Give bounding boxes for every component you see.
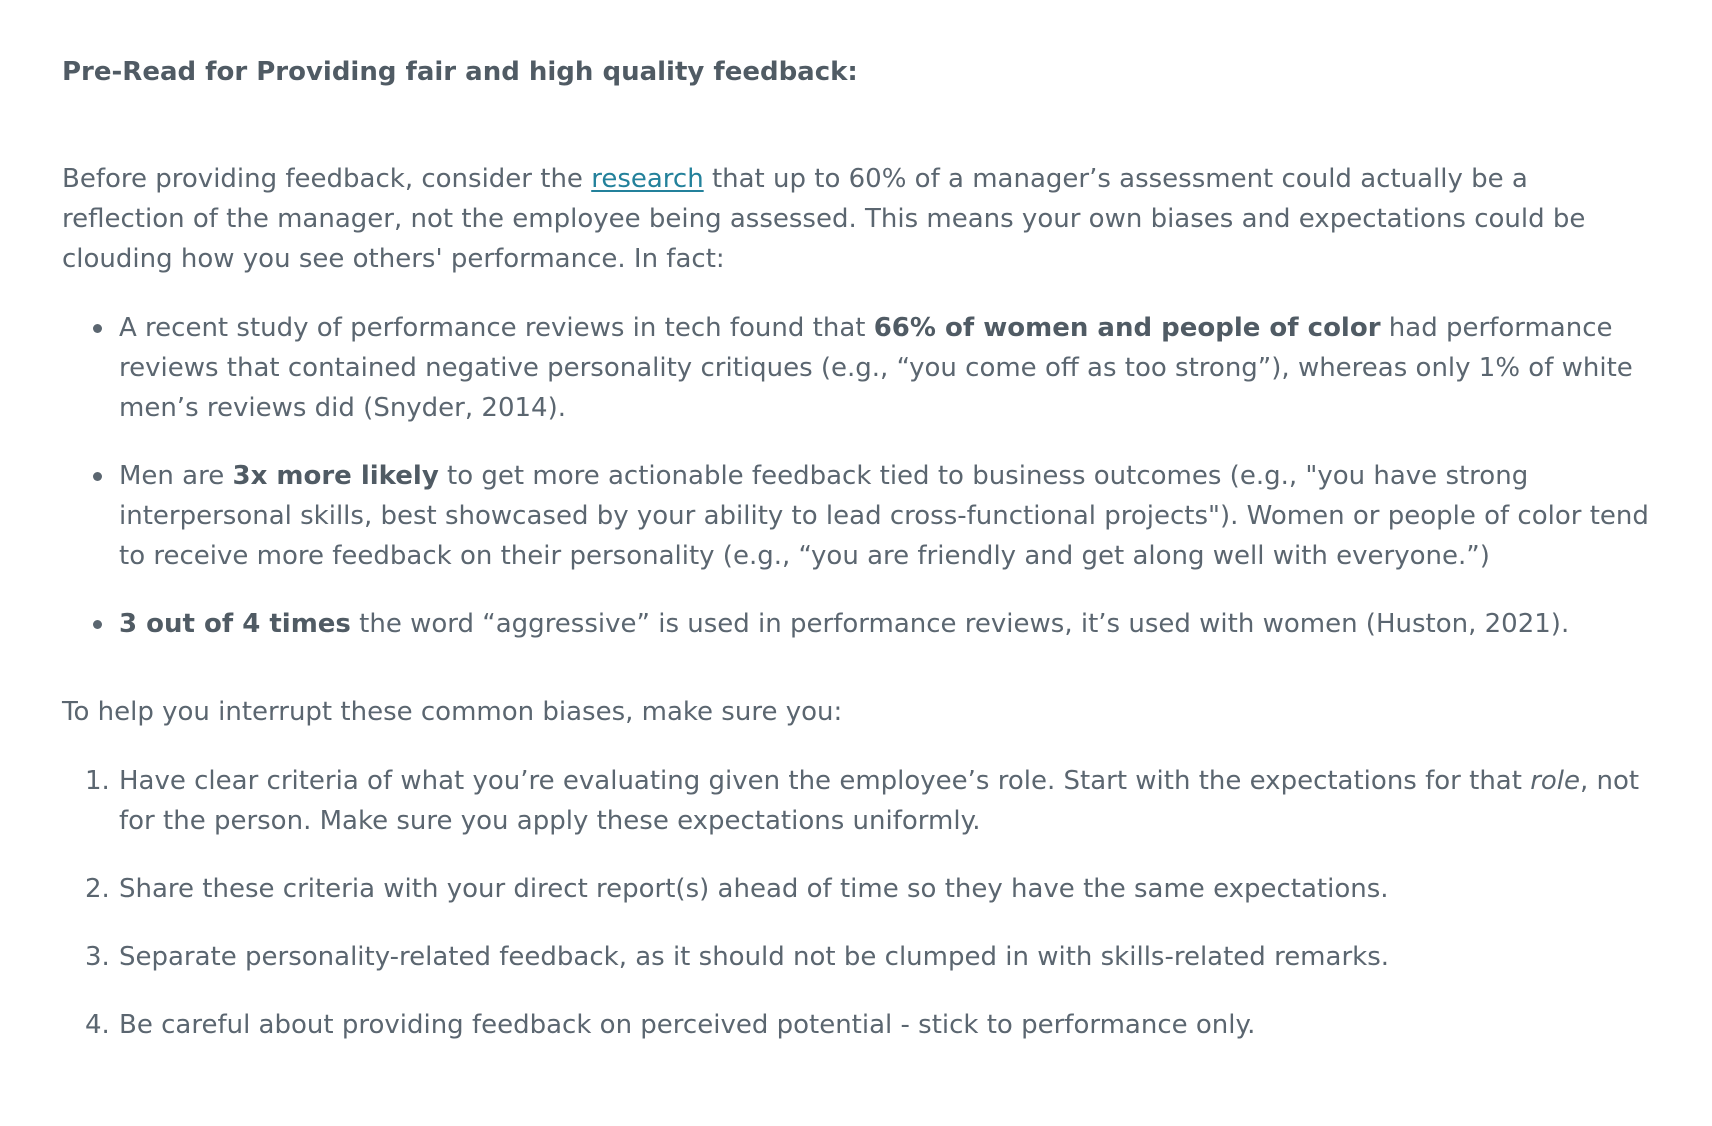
numbered-item-emphasis: role (1530, 766, 1581, 796)
numbered-item-text: Share these criteria with your direct report(s) ahead of time so they have the same expectations. (119, 874, 1389, 904)
page-title: Pre-Read for Providing fair and high quality feedback: (62, 57, 858, 87)
bullet-icon (93, 324, 102, 333)
bullet-icon (93, 472, 102, 481)
numbered-item (62, 937, 1656, 977)
bullet-icon (93, 620, 102, 629)
item-number: 2. (85, 874, 110, 904)
recommendations-list (62, 761, 1656, 1045)
bias-facts-list (62, 308, 1656, 644)
list-item-text: to get more actionable feedback tied to business outcomes (e.g., "you have strong interpersonal skills, best showcased by your ability to lead cross-functional projects"). Women or people of color tend to receive more feedback on their personality (e.g., “you are friendly and get along well with everyone.”) (119, 461, 1649, 571)
numbered-item (62, 869, 1656, 909)
list-item-text: had performance reviews that contained negative personality critiques (e.g., “you come off as too strong”), whereas only 1% of white men’s reviews did (Snyder, 2014). (119, 313, 1633, 423)
list-item-highlight: 66% of women and people of color (873, 313, 1381, 343)
research-link[interactable]: research (591, 164, 704, 194)
list-item-text: A recent study of performance reviews in tech found that (119, 313, 874, 343)
list-item-highlight: 3x more likely (232, 461, 439, 491)
intro-paragraph (62, 159, 1656, 279)
list-item (62, 604, 1656, 644)
numbered-item (62, 1005, 1656, 1045)
numbered-item-text: , not for the person. Make sure you apply these expectations uniformly. (119, 766, 1640, 836)
numbered-item (62, 761, 1656, 841)
list-item-highlight: 3 out of 4 times (119, 609, 351, 639)
intro-text-before-link: Before providing feedback, consider the (62, 164, 592, 194)
item-number: 3. (85, 942, 110, 972)
list-item (62, 308, 1656, 428)
intro-text-after-link: that up to 60% of a manager’s assessment could actually be a reflection of the manager, not the employee being assessed. This means your own biases and expectations could be clouding how you see others' performance. In fact: (62, 164, 1586, 274)
numbered-item-text: Be careful about providing feedback on perceived potential - stick to performance only. (119, 1010, 1256, 1040)
help-paragraph: To help you interrupt these common biases, make sure you: (62, 697, 843, 727)
list-item-text: the word “aggressive” is used in performance reviews, it’s used with women (Huston, 2021). (350, 609, 1570, 639)
list-item (62, 456, 1656, 576)
item-number: 1. (85, 766, 110, 796)
item-number: 4. (85, 1010, 110, 1040)
numbered-item-text: Separate personality-related feedback, as it should not be clumped in with skills-related remarks. (119, 942, 1390, 972)
numbered-item-text: Have clear criteria of what you’re evaluating given the employee’s role. Start with the expectations for that (119, 766, 1531, 796)
list-item-text: Men are (119, 461, 233, 491)
